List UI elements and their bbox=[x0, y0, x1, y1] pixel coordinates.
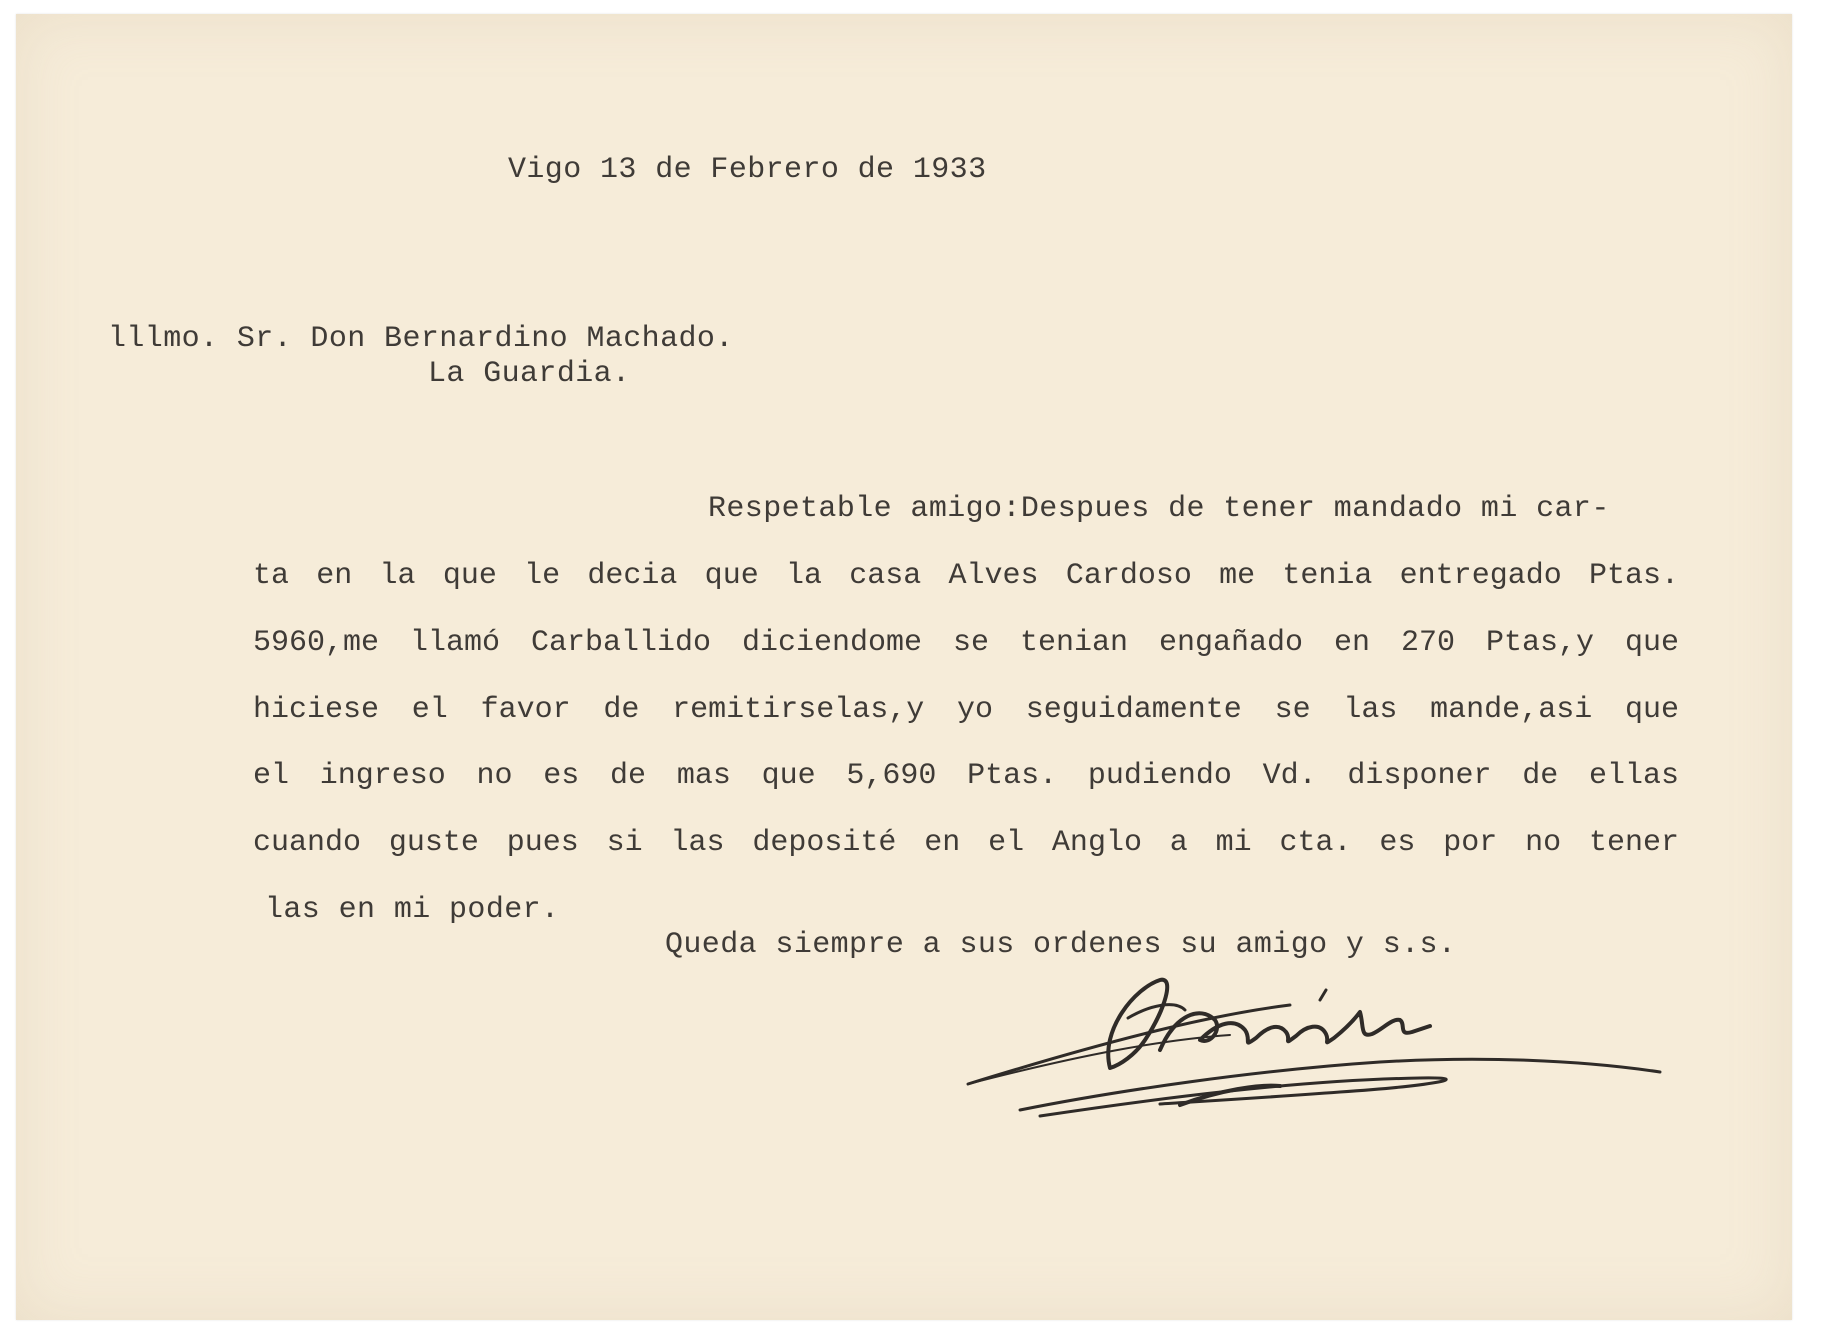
body-line: 5960,me llamó Carballido diciendome se tenian engañado en 270 Ptas,y que bbox=[253, 626, 1679, 660]
body-last-line: las en mi poder. bbox=[265, 893, 560, 927]
signature bbox=[960, 960, 1680, 1130]
body-line: el ingreso no es de mas que 5,690 Ptas. pudiendo Vd. disponer de ellas bbox=[253, 759, 1679, 793]
closing-line: Queda siempre a sus ordenes su amigo y s.s. bbox=[665, 928, 1457, 962]
body-line: cuando guste pues si las deposité en el Anglo a mi cta. es por no tener bbox=[253, 826, 1679, 860]
body-line: hiciese el favor de remitirselas,y yo seguidamente se las mande,asi que bbox=[253, 693, 1679, 727]
body-line: ta en la que le decia que la casa Alves Cardoso me tenia entregado Ptas. bbox=[253, 559, 1679, 593]
recipient-name: lllmo. Sr. Don Bernardino Machado. bbox=[108, 322, 734, 356]
date-line: Vigo 13 de Febrero de 1933 bbox=[508, 153, 987, 187]
recipient-place: La Guardia. bbox=[428, 357, 631, 391]
body-first-line: Respetable amigo:Despues de tener mandado mi car- bbox=[708, 492, 1610, 526]
